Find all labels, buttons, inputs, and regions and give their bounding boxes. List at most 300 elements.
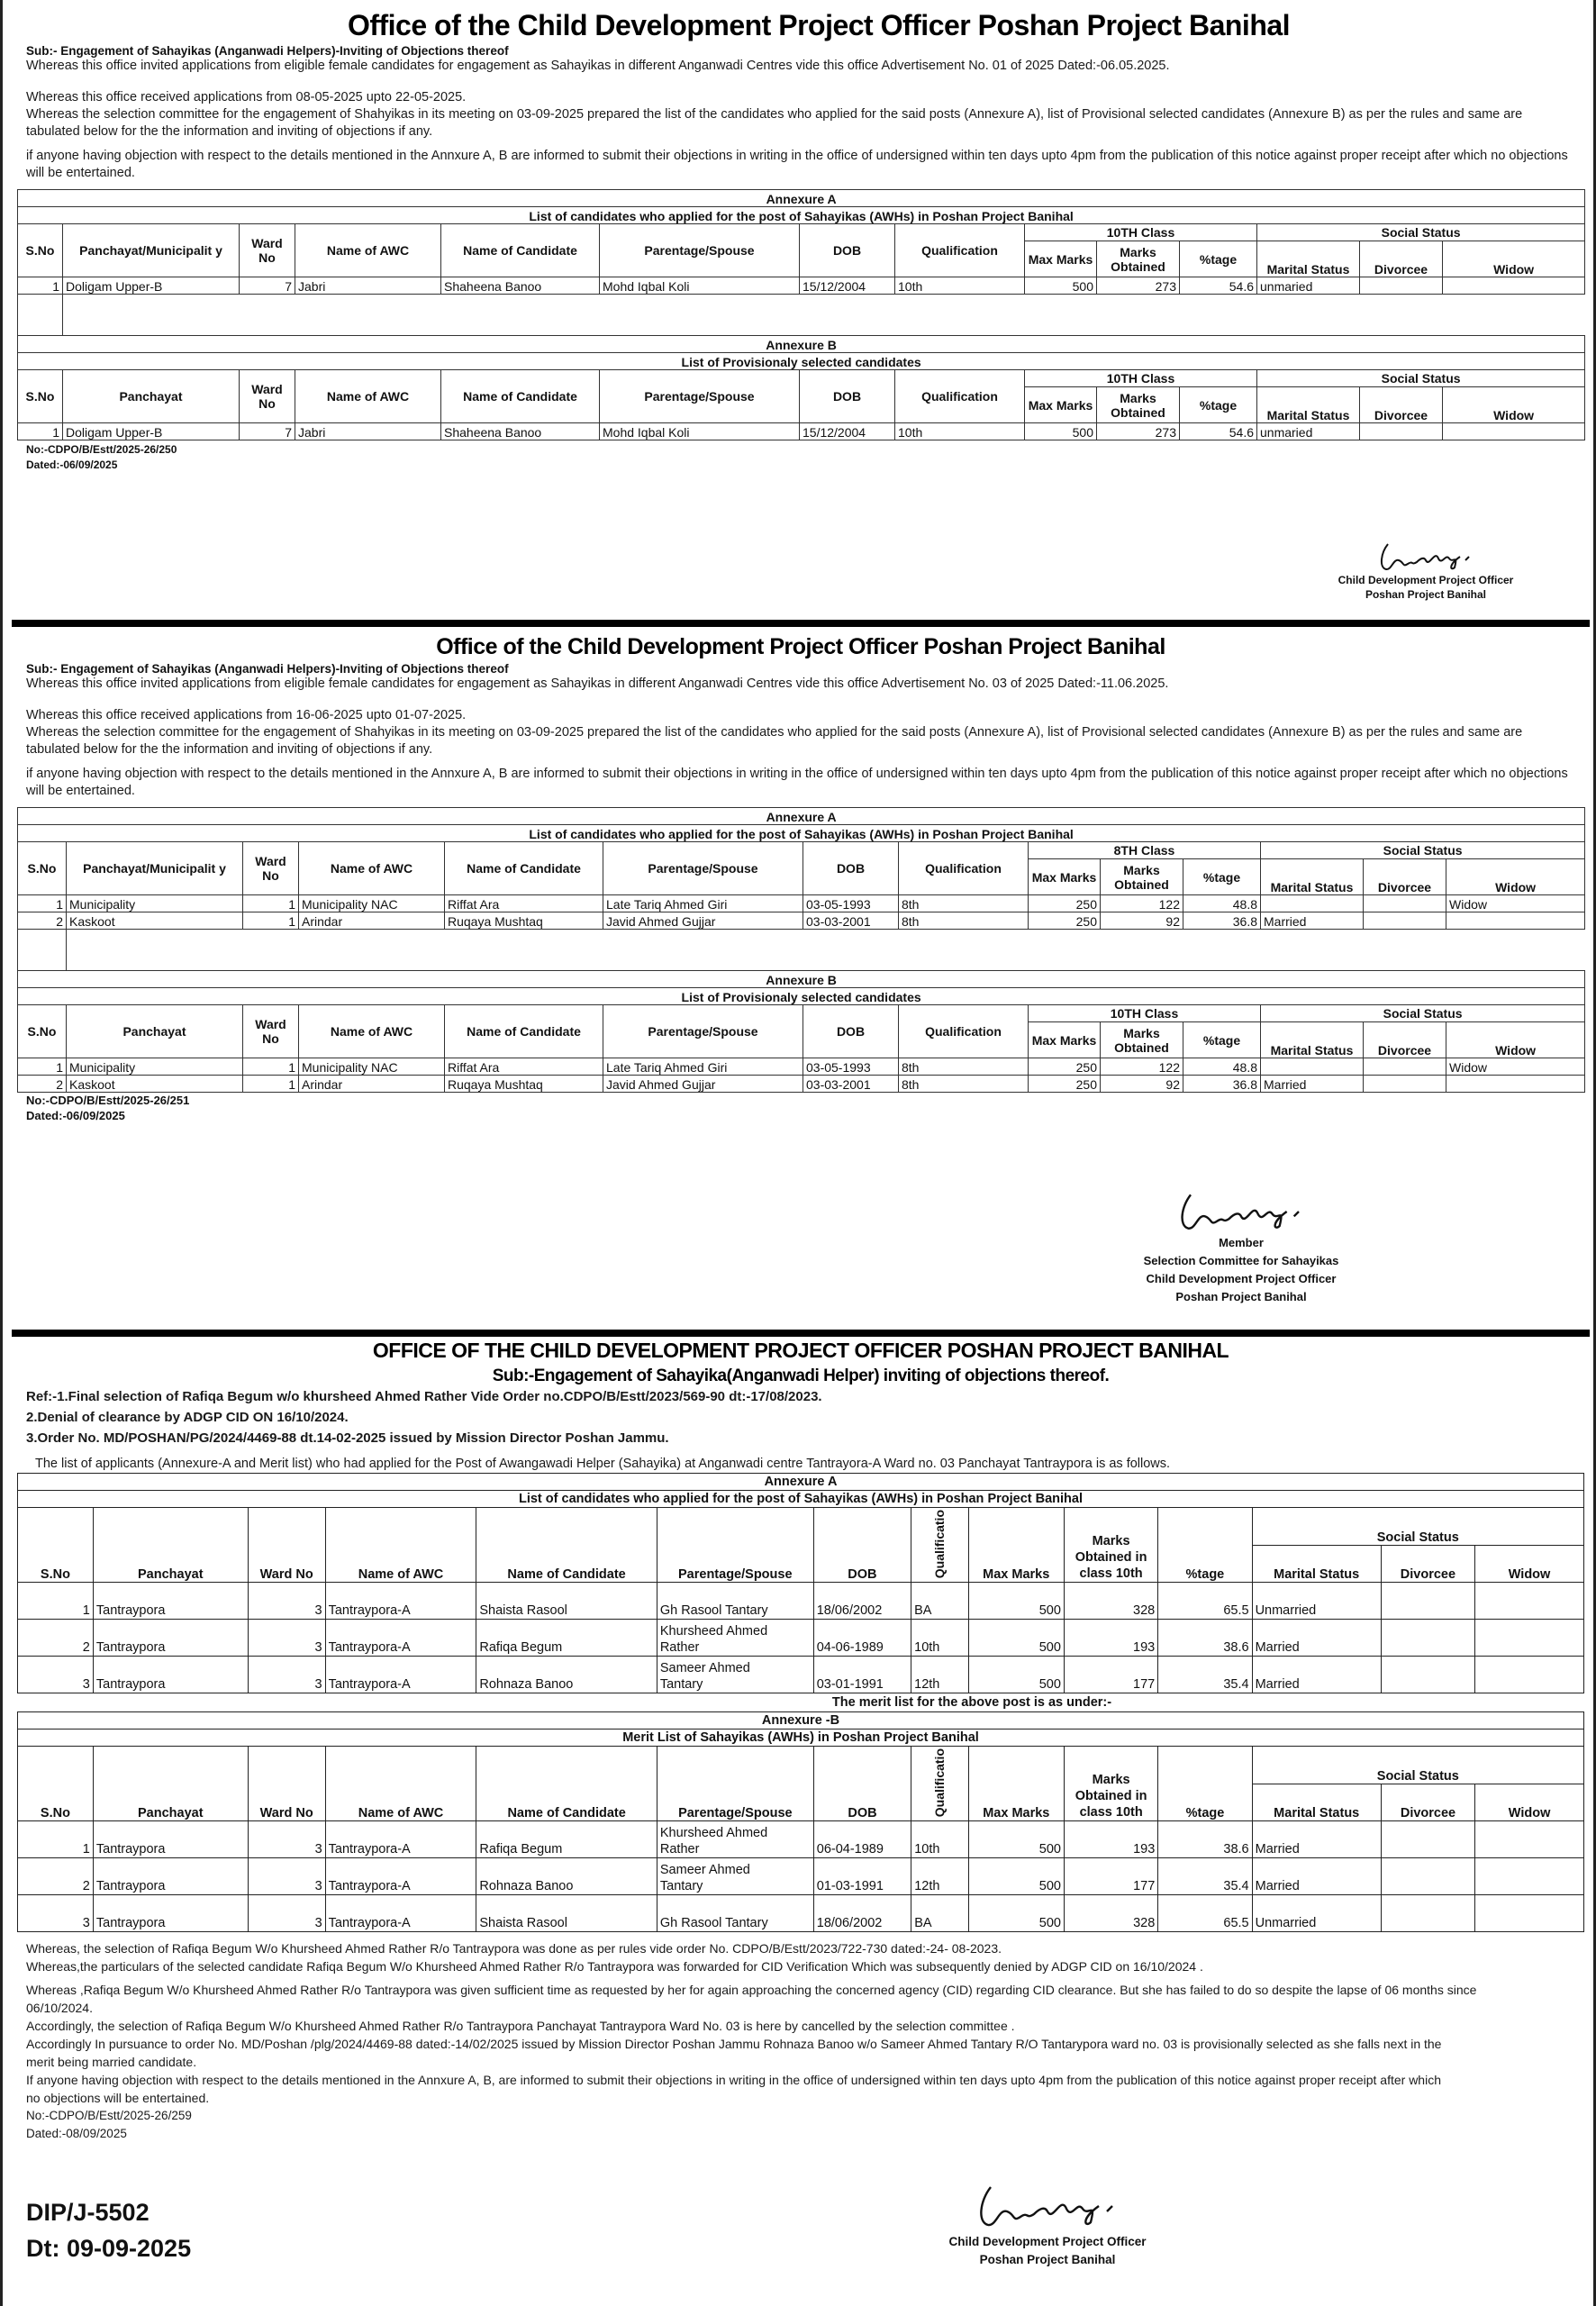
- signatory-line: Child Development Project Officer: [1338, 574, 1514, 586]
- col-panchayat: Panchayat/Municipalit y: [67, 842, 243, 895]
- cell-ward: 1: [243, 895, 299, 912]
- cell-candidate: Rafiqa Begum: [476, 1620, 657, 1657]
- col-class-group: 8TH Class: [1029, 842, 1261, 859]
- notice-3-intro: The list of applicants (Annexure-A and Merit list) who had applied for the Post of Awangawadi Helper (Sahayika) at Anganwadi centre Tantrayora-A Ward no. 03 Panchayat Tantraypora is as follows.: [35, 1457, 1171, 1471]
- col-class-group: 10TH Class: [1029, 1005, 1261, 1022]
- cell-widow: [1475, 1895, 1584, 1932]
- notice-2-title: Office of the Child Development Project Officer Poshan Project Banihal: [436, 634, 1165, 659]
- col-sno: S.No: [18, 224, 63, 277]
- col-parentage: Parentage/Spouse: [600, 224, 800, 277]
- cell-marital: [1261, 895, 1364, 912]
- cell-awc: Tantraypora-A: [325, 1858, 476, 1895]
- col-marks-obtained: Marks Obtained: [1101, 859, 1183, 895]
- col-marital: Marital Status: [1257, 241, 1360, 277]
- cell-percentage: 38.6: [1158, 1620, 1252, 1657]
- signatory-line: Child Development Project Officer: [1146, 1272, 1337, 1285]
- cell-marital: Married: [1252, 1858, 1381, 1895]
- annexure-caption: Merit List of Sahayikas (AWHs) in Poshan Project Banihal: [18, 1730, 1584, 1747]
- annexure-label: Annexure A: [18, 1474, 1584, 1491]
- cell-qualification: 10th: [911, 1821, 968, 1858]
- notice-3-body-4: Accordingly, the selection of Rafiqa Begum W/o Khursheed Ahmed Rather R/o Tantraypora Panchayat Tantraypora Ward No. 03 is here by cancelled by the selection committee .: [26, 2019, 1015, 2034]
- cell-sno: 3: [18, 1895, 94, 1932]
- cell-qualification: 8th: [899, 1058, 1029, 1076]
- cell-divorcee: [1364, 1058, 1446, 1076]
- notice-1-para-3: Whereas the selection committee for the engagement of Shahyikas in its meeting on 03-09-2025 prepared the list of the candidates who applied for the said posts (Annexure A), list of Provisional selected candidates (Annexure B) as per the rules and same are tabulated below for the the information and inviting of objections if any.: [26, 107, 1523, 139]
- cell-marks-obtained: 193: [1064, 1620, 1157, 1657]
- cell-marital: Married: [1252, 1821, 1381, 1858]
- col-widow: Widow: [1475, 1784, 1584, 1821]
- cell-parentage-line-2: Tantary: [659, 1879, 703, 1894]
- cell-widow: [1446, 912, 1585, 930]
- cell-widow: Widow: [1446, 1058, 1585, 1076]
- table-row: [18, 1076, 1585, 1093]
- table-row: [18, 277, 1585, 295]
- col-percentage: %tage: [1180, 241, 1257, 277]
- table-row: [18, 423, 1585, 440]
- col-marital: Marital Status: [1252, 1545, 1381, 1583]
- cell-parentage-line-1: Khursheed Ahmed: [659, 1624, 768, 1639]
- notice-1-title: Office of the Child Development Project Officer Poshan Project Banihal: [347, 9, 1291, 41]
- cell-parentage: Late Tariq Ahmed Giri: [603, 895, 803, 912]
- notice-3-dated: Dated:-08/09/2025: [26, 2127, 127, 2141]
- col-class-group: 10TH Class: [1025, 224, 1257, 241]
- notice-1-annexure-a-table: [17, 189, 1585, 440]
- col-percentage: %tage: [1158, 1747, 1252, 1821]
- cell-percentage: 35.4: [1158, 1657, 1252, 1693]
- col-marks-obtained: Marks Obtained: [1097, 387, 1180, 423]
- col-social-group: Social Status: [1257, 224, 1585, 241]
- cell-awc: Tantraypora-A: [325, 1895, 476, 1932]
- cell-qualification: BA: [911, 1583, 968, 1620]
- col-percentage: %tage: [1180, 387, 1257, 423]
- col-awc: Name of AWC: [325, 1508, 476, 1583]
- cell-awc: Arindar: [299, 1076, 445, 1093]
- cell-ward: 3: [248, 1895, 325, 1932]
- col-sno: S.No: [18, 1005, 67, 1058]
- cell-ward: 3: [248, 1858, 325, 1895]
- annexure-caption: List of candidates who applied for the post of Sahayikas (AWHs) in Poshan Project Banihal: [18, 207, 1585, 224]
- cell-marks-obtained: 328: [1064, 1583, 1157, 1620]
- col-ward: Ward No: [248, 1508, 325, 1583]
- col-ward: Ward No: [240, 370, 295, 423]
- cell-qualification: 12th: [911, 1858, 968, 1895]
- cell-marital: Married: [1252, 1657, 1381, 1693]
- cell-sno: 1: [18, 1583, 94, 1620]
- cell-percentage: 48.8: [1183, 1058, 1261, 1076]
- cell-sno: 2: [18, 1858, 94, 1895]
- table-row: [18, 1858, 1584, 1895]
- notice-3-ref-1: Ref:-1.Final selection of Rafiqa Begum w/o khursheed Ahmed Rather Vide Order no.CDPO/B/Estt/2023/569-90 dt:-17/08/2023.: [26, 1389, 822, 1404]
- cell-qualification: 10th: [895, 423, 1025, 440]
- cell-divorcee: [1364, 912, 1446, 930]
- cell-dob: 03-01-1991: [813, 1657, 911, 1693]
- cell-qualification: 8th: [899, 895, 1029, 912]
- notice-1-para-1: Whereas this office invited applications from eligible female candidates for engagement as Sahayikas in different Anganwadi Centres vide this office Advertisement No. 01 of 2025 Dated:-06.05.2025.: [26, 59, 1170, 73]
- cell-awc: Tantraypora-A: [325, 1821, 476, 1858]
- cell-candidate: Rohnaza Banoo: [476, 1657, 657, 1693]
- cell-panchayat: Tantraypora: [93, 1620, 248, 1657]
- notice-1-ref-no: No:-CDPO/B/Estt/2025-26/250: [26, 443, 177, 456]
- cell-max-marks: 500: [968, 1620, 1064, 1657]
- col-sno: S.No: [18, 370, 63, 423]
- section-divider: [12, 1330, 1590, 1337]
- notice-2-signature-block: [1097, 1189, 1385, 1306]
- cell-marks-obtained: 193: [1064, 1821, 1157, 1858]
- col-social-group: Social Status: [1261, 1005, 1585, 1022]
- cell-divorcee: [1360, 423, 1443, 440]
- col-candidate: Name of Candidate: [476, 1508, 657, 1583]
- cell-candidate: Rohnaza Banoo: [476, 1858, 657, 1895]
- cell-divorcee: [1364, 895, 1446, 912]
- table-row: [18, 1058, 1585, 1076]
- notice-1: [3, 0, 1596, 620]
- notice-1-para-4: if anyone having objection with respect to the details mentioned in the Annxure A, B are informed to submit their objections in writing in the office of undersigned within ten days upto 4pm from the publication of this notice against proper receipt after which no objections will be entertained.: [26, 149, 1568, 180]
- col-parentage: Parentage/Spouse: [603, 842, 803, 895]
- cell-max-marks: 250: [1029, 895, 1101, 912]
- cell-percentage: 36.8: [1183, 912, 1261, 930]
- cell-awc: Jabri: [295, 277, 441, 295]
- cell-candidate: Ruqaya Mushtaq: [445, 1076, 603, 1093]
- notice-3-subject: Sub:-Engagement of Sahayika(Anganwadi Helper) inviting of objections thereof.: [492, 1366, 1110, 1385]
- cell-ward: 3: [248, 1620, 325, 1657]
- cell-parentage: Mohd Iqbal Koli: [600, 423, 800, 440]
- col-percentage: %tage: [1158, 1508, 1252, 1583]
- table-row: [18, 1620, 1584, 1657]
- cell-sno: 3: [18, 1657, 94, 1693]
- merit-list-caption: The merit list for the above post is as under:-: [831, 1695, 1112, 1711]
- cell-ward: 1: [243, 1076, 299, 1093]
- cell-marital: Married: [1261, 912, 1364, 930]
- cell-percentage: 35.4: [1158, 1858, 1252, 1895]
- dip-number: DIP/J-5502: [26, 2199, 150, 2226]
- col-widow: Widow: [1475, 1545, 1584, 1583]
- col-widow: Widow: [1443, 387, 1585, 423]
- cell-awc: Jabri: [295, 423, 441, 440]
- signature-icon: [1169, 1189, 1313, 1234]
- cell-max-marks: 500: [968, 1821, 1064, 1858]
- cell-marks-obtained: 177: [1064, 1858, 1157, 1895]
- cell-candidate: Rafiqa Begum: [476, 1821, 657, 1858]
- section-divider: [12, 620, 1590, 627]
- cell-parentage-line-2: Gh Rasool Tantary: [659, 1916, 768, 1931]
- cell-marital: [1261, 1058, 1364, 1076]
- cell-widow: [1475, 1583, 1584, 1620]
- cell-qualification: 12th: [911, 1657, 968, 1693]
- col-parentage: Parentage/Spouse: [603, 1005, 803, 1058]
- cell-sno: 1: [18, 1058, 67, 1076]
- signatory-line: Poshan Project Banihal: [979, 2253, 1116, 2266]
- col-divorcee: Divorcee: [1364, 1022, 1446, 1058]
- col-widow: Widow: [1446, 859, 1585, 895]
- col-parentage: Parentage/Spouse: [657, 1747, 813, 1821]
- col-dob: DOB: [813, 1508, 911, 1583]
- cell-parentage: Late Tariq Ahmed Giri: [603, 1058, 803, 1076]
- col-social-group: Social Status: [1252, 1508, 1583, 1546]
- cell-dob: 18/06/2002: [813, 1583, 911, 1620]
- notice-3-body-2: Whereas,the particulars of the selected candidate Rafiqa Begum W/o Khursheed Ahmed Rather R/o Tantraypora was forwarded for CID Verification Which was subsequently denied by ADGP CID on 16/10/2024 .: [26, 1959, 1203, 1975]
- notice-3-body-3: Whereas ,Rafiqa Begum W/o Khursheed Ahmed Rather R/o Tantraypora was given sufficient time as requested by her for again approaching the concerned agency (CID) regarding CID clearance. But she has failed to do so despite the lapse of 06 months since 06/10/2024.: [26, 1983, 1477, 2016]
- cell-sno: 1: [18, 277, 63, 295]
- notice-1-dated: Dated:-06/09/2025: [26, 458, 118, 471]
- col-social-group: Social Status: [1257, 370, 1585, 387]
- col-qualification: Qualification: [895, 224, 1025, 277]
- notice-2-dated: Dated:-06/09/2025: [26, 1109, 125, 1122]
- cell-divorcee: [1381, 1821, 1474, 1858]
- notice-3-body-5: Accordingly In pursuance to order No. MD/Poshan /plg/2024/4469-88 dated:-14/02/2025 issued by Mission Director Poshan Jammu Rohnaza Banoo w/o Sameer Ahmed Tantary R/O Tantarypora ward no. 03 is provisionally selected as she falls next in the merit being married candidate.: [26, 2037, 1442, 2070]
- cell-percentage: 36.8: [1183, 1076, 1261, 1093]
- table-row: [18, 1895, 1584, 1932]
- cell-max-marks: 250: [1029, 1076, 1101, 1093]
- cell-marital: unmaried: [1257, 423, 1360, 440]
- cell-divorcee: [1381, 1620, 1474, 1657]
- col-awc: Name of AWC: [295, 224, 441, 277]
- cell-sno: 2: [18, 1076, 67, 1093]
- cell-dob: 03-05-1993: [803, 895, 899, 912]
- cell-marital: Married: [1252, 1620, 1381, 1657]
- col-max-marks: Max Marks: [1025, 241, 1097, 277]
- cell-marks-obtained: 177: [1064, 1657, 1157, 1693]
- notice-3-body-1: Whereas, the selection of Rafiqa Begum W/o Khursheed Ahmed Rather R/o Tantraypora was done as per rules vide order No. CDPO/B/Estt/2023/722-730 dated:-24- 08-2023.: [26, 1941, 1002, 1956]
- cell-marks-obtained: 92: [1101, 912, 1183, 930]
- col-candidate: Name of Candidate: [445, 1005, 603, 1058]
- annexure-label: Annexure A: [18, 190, 1585, 207]
- cell-parentage-line-2: Tantary: [659, 1677, 703, 1693]
- cell-widow: [1475, 1620, 1584, 1657]
- cell-divorcee: [1381, 1858, 1474, 1895]
- cell-max-marks: 500: [1025, 423, 1097, 440]
- col-divorcee: Divorcee: [1360, 241, 1443, 277]
- cell-panchayat: Doligam Upper-B: [63, 277, 240, 295]
- col-sno: S.No: [18, 842, 67, 895]
- cell-panchayat: Doligam Upper-B: [63, 423, 240, 440]
- col-candidate: Name of Candidate: [445, 842, 603, 895]
- col-ward: Ward No: [240, 224, 295, 277]
- notice-3-ref-no: No:-CDPO/B/Estt/2025-26/259: [26, 2109, 192, 2123]
- col-panchayat: Panchayat: [93, 1747, 248, 1821]
- cell-divorcee: [1381, 1895, 1474, 1932]
- cell-qualification: 8th: [899, 912, 1029, 930]
- col-sno: S.No: [18, 1747, 94, 1821]
- cell-percentage: 54.6: [1180, 423, 1257, 440]
- col-qualification: Qualification: [899, 842, 1029, 895]
- col-marital: Marital Status: [1252, 1784, 1381, 1821]
- col-candidate: Name of Candidate: [441, 370, 600, 423]
- col-max-marks: Max Marks: [1025, 387, 1097, 423]
- col-divorcee: Divorcee: [1360, 387, 1443, 423]
- cell-dob: 15/12/2004: [800, 277, 895, 295]
- cell-candidate: Riffat Ara: [445, 895, 603, 912]
- annexure-label: Annexure B: [18, 336, 1585, 353]
- cell-ward: 3: [248, 1821, 325, 1858]
- col-marks-obtained: Marks Obtained in class 10th: [1064, 1747, 1157, 1821]
- cell-candidate: Shaista Rasool: [476, 1583, 657, 1620]
- notice-3-title: OFFICE OF THE CHILD DEVELOPMENT PROJECT OFFICER POSHAN PROJECT BANIHAL: [372, 1339, 1229, 1362]
- cell-qualification: 10th: [911, 1620, 968, 1657]
- cell-panchayat: Tantraypora: [93, 1821, 248, 1858]
- col-divorcee: Divorcee: [1381, 1545, 1474, 1583]
- cell-marks-obtained: 92: [1101, 1076, 1183, 1093]
- notice-2-para-2: Whereas this office received applications from 16-06-2025 upto 01-07-2025.: [26, 708, 467, 722]
- col-ward: Ward No: [243, 842, 299, 895]
- cell-max-marks: 500: [968, 1657, 1064, 1693]
- col-marital: Marital Status: [1261, 1022, 1364, 1058]
- cell-panchayat: Kaskoot: [67, 912, 243, 930]
- col-candidate: Name of Candidate: [476, 1747, 657, 1821]
- col-widow: Widow: [1446, 1022, 1585, 1058]
- col-dob: DOB: [803, 842, 899, 895]
- cell-panchayat: Tantraypora: [93, 1858, 248, 1895]
- col-widow: Widow: [1443, 241, 1585, 277]
- cell-percentage: 65.5: [1158, 1583, 1252, 1620]
- cell-panchayat: Tantraypora: [93, 1895, 248, 1932]
- annexure-label: Annexure -B: [18, 1712, 1584, 1730]
- notice-2-annexure-a-table: [17, 807, 1585, 1093]
- cell-max-marks: 500: [968, 1583, 1064, 1620]
- cell-parentage-line-2: Gh Rasool Tantary: [659, 1603, 768, 1619]
- cell-percentage: 48.8: [1183, 895, 1261, 912]
- cell-dob: 06-04-1989: [813, 1821, 911, 1858]
- cell-sno: 1: [18, 895, 67, 912]
- notice-2-para-4: if anyone having objection with respect to the details mentioned in the Annxure A, B are informed to submit their objections in writing in the office of undersigned within ten days upto 4pm from the publication of this notice against proper receipt after which no objections will be entertained.: [26, 767, 1568, 798]
- dip-date: Dt: 09-09-2025: [26, 2235, 192, 2262]
- cell-max-marks: 250: [1029, 1058, 1101, 1076]
- cell-panchayat: Tantraypora: [93, 1657, 248, 1693]
- cell-ward: 7: [240, 423, 295, 440]
- cell-percentage: 54.6: [1180, 277, 1257, 295]
- cell-widow: [1475, 1858, 1584, 1895]
- col-qualification: Qualification: [895, 370, 1025, 423]
- signatory-line: Poshan Project Banihal: [1365, 588, 1487, 601]
- col-max-marks: Max Marks: [968, 1747, 1064, 1821]
- cell-parentage-line-2: Rather: [659, 1842, 700, 1857]
- col-divorcee: Divorcee: [1364, 859, 1446, 895]
- col-social-group: Social Status: [1252, 1747, 1583, 1784]
- cell-awc: Tantraypora-A: [325, 1620, 476, 1657]
- notice-2: [3, 631, 1596, 1322]
- col-marks-obtained: Marks Obtained: [1097, 241, 1180, 277]
- cell-dob: 04-06-1989: [813, 1620, 911, 1657]
- notice-3: [3, 1337, 1596, 2306]
- col-dob: DOB: [800, 224, 895, 277]
- cell-widow: [1446, 1076, 1585, 1093]
- cell-panchayat: Kaskoot: [67, 1076, 243, 1093]
- col-class-group: 10TH Class: [1025, 370, 1257, 387]
- col-dob: DOB: [803, 1005, 899, 1058]
- col-awc: Name of AWC: [325, 1747, 476, 1821]
- notice-3-ref-2: 2.Denial of clearance by ADGP CID ON 16/10/2024.: [26, 1410, 349, 1425]
- col-parentage: Parentage/Spouse: [657, 1508, 813, 1583]
- cell-qualification: BA: [911, 1895, 968, 1932]
- cell-ward: 3: [248, 1583, 325, 1620]
- cell-dob: 18/06/2002: [813, 1895, 911, 1932]
- col-dob: DOB: [800, 370, 895, 423]
- table-row: [18, 895, 1585, 912]
- signatory-line: Poshan Project Banihal: [1175, 1290, 1307, 1303]
- cell-qualification: 8th: [899, 1076, 1029, 1093]
- col-divorcee: Divorcee: [1381, 1784, 1474, 1821]
- cell-ward: 3: [248, 1657, 325, 1693]
- cell-sno: 1: [18, 423, 63, 440]
- cell-marital: Married: [1261, 1076, 1364, 1093]
- notice-2-para-3: Whereas the selection committee for the engagement of Shahyikas in its meeting on 03-09-2025 prepared the list of the candidates who applied for the said posts (Annexure A), list of Provisional selected candidates (Annexure B) as per the rules and same are tabulated below for the the information and inviting of objections if any.: [26, 725, 1523, 757]
- cell-sno: 2: [18, 1620, 94, 1657]
- cell-marks-obtained: 122: [1101, 1058, 1183, 1076]
- cell-parentage-line-1: Sameer Ahmed: [659, 1863, 750, 1878]
- cell-marital: Unmarried: [1252, 1895, 1381, 1932]
- col-social-group: Social Status: [1261, 842, 1585, 859]
- cell-candidate: Riffat Ara: [445, 1058, 603, 1076]
- col-panchayat: Panchayat/Municipalit y: [63, 224, 240, 277]
- cell-marks-obtained: 328: [1064, 1895, 1157, 1932]
- cell-max-marks: 500: [1025, 277, 1097, 295]
- notice-2-ref-no: No:-CDPO/B/Estt/2025-26/251: [26, 1094, 190, 1107]
- cell-panchayat: Municipality: [67, 895, 243, 912]
- col-panchayat: Panchayat: [93, 1508, 248, 1583]
- notice-1-subject: Sub:- Engagement of Sahayikas (Anganwadi Helpers)-Inviting of Objections thereof: [26, 44, 509, 58]
- col-qualification: Qualificatio: [932, 1748, 948, 1818]
- cell-widow: [1475, 1657, 1584, 1693]
- col-percentage: %tage: [1183, 859, 1261, 895]
- cell-parentage-line-2: Rather: [659, 1640, 700, 1656]
- col-awc: Name of AWC: [299, 842, 445, 895]
- cell-divorcee: [1360, 277, 1443, 295]
- col-max-marks: Max Marks: [1029, 1022, 1101, 1058]
- cell-panchayat: Municipality: [67, 1058, 243, 1076]
- cell-dob: 01-03-1991: [813, 1858, 911, 1895]
- col-marks-obtained: Marks Obtained in class 10th: [1064, 1508, 1157, 1583]
- cell-max-marks: 500: [968, 1895, 1064, 1932]
- cell-widow: Widow: [1446, 895, 1585, 912]
- table-row: [18, 1821, 1584, 1858]
- annexure-caption: List of Provisionaly selected candidates: [18, 988, 1585, 1005]
- cell-parentage: Javid Ahmed Gujjar: [603, 1076, 803, 1093]
- col-percentage: %tage: [1183, 1022, 1261, 1058]
- notice-2-para-1: Whereas this office invited applications from eligible female candidates for engagement as Sahayikas in different Anganwadi Centres vide this office Advertisement No. 03 of 2025 Dated:-11.06.2025.: [26, 676, 1169, 691]
- cell-panchayat: Tantraypora: [93, 1583, 248, 1620]
- cell-marital: Unmarried: [1252, 1583, 1381, 1620]
- notice-3-signature-block: [912, 2179, 1183, 2269]
- cell-percentage: 65.5: [1158, 1895, 1252, 1932]
- cell-max-marks: 500: [968, 1858, 1064, 1895]
- col-parentage: Parentage/Spouse: [600, 370, 800, 423]
- cell-ward: 1: [243, 1058, 299, 1076]
- signatory-line: Child Development Project Officer: [948, 2235, 1147, 2248]
- cell-dob: 03-03-2001: [803, 1076, 899, 1093]
- cell-dob: 15/12/2004: [800, 423, 895, 440]
- cell-max-marks: 250: [1029, 912, 1101, 930]
- cell-marks-obtained: 273: [1097, 423, 1180, 440]
- col-marks-obtained: Marks Obtained: [1101, 1022, 1183, 1058]
- cell-dob: 03-03-2001: [803, 912, 899, 930]
- cell-marital: unmaried: [1257, 277, 1360, 295]
- notice-1-signature-block: [1309, 540, 1543, 602]
- col-marital: Marital Status: [1261, 859, 1364, 895]
- annexure-label: Annexure B: [18, 971, 1585, 988]
- annexure-caption: List of candidates who applied for the post of Sahayikas (AWHs) in Poshan Project Banihal: [18, 1491, 1584, 1508]
- col-sno: S.No: [18, 1508, 94, 1583]
- notice-3-ref-3: 3.Order No. MD/POSHAN/PG/2024/4469-88 dt.14-02-2025 issued by Mission Director Poshan Jammu.: [26, 1430, 669, 1446]
- cell-marks-obtained: 273: [1097, 277, 1180, 295]
- cell-widow: [1443, 423, 1585, 440]
- signatory-line: Member: [1219, 1236, 1264, 1249]
- cell-awc: Municipality NAC: [299, 1058, 445, 1076]
- col-marital: Marital Status: [1257, 387, 1360, 423]
- cell-dob: 03-05-1993: [803, 1058, 899, 1076]
- cell-awc: Arindar: [299, 912, 445, 930]
- col-ward: Ward No: [243, 1005, 299, 1058]
- cell-sno: 1: [18, 1821, 94, 1858]
- cell-parentage: Mohd Iqbal Koli: [600, 277, 800, 295]
